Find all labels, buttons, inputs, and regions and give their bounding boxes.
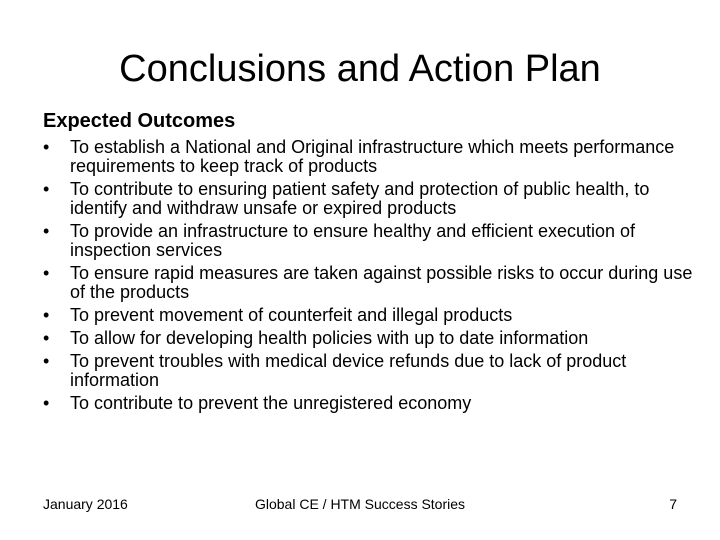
list-item-text: To contribute to prevent the unregistered economy	[70, 393, 472, 413]
list-item-text: To contribute to ensuring patient safety and protection of public health, to identify and withdraw unsafe or expired products	[70, 179, 650, 218]
list-item	[43, 394, 693, 413]
slide-title: Conclusions and Action Plan	[119, 48, 601, 90]
footer-center-text: Global CE / HTM Success Stories	[254, 496, 466, 512]
bullet-icon: •	[43, 137, 50, 157]
bullet-icon: •	[43, 328, 50, 348]
list-item-text: To allow for developing health policies with up to date information	[70, 328, 589, 348]
list-item-text: To prevent troubles with medical device refunds due to lack of product information	[70, 351, 627, 390]
footer-date: January 2016	[43, 496, 128, 512]
list-item	[43, 138, 693, 176]
list-item-text: To ensure rapid measures are taken against possible risks to occur during use of the products	[70, 263, 693, 302]
bullet-icon: •	[43, 263, 50, 283]
bullet-icon: •	[43, 221, 50, 241]
list-item	[43, 306, 693, 325]
list-item-text: To prevent movement of counterfeit and illegal products	[70, 305, 513, 325]
section-subheading: Expected Outcomes	[43, 110, 236, 132]
list-item	[43, 329, 693, 348]
bullet-icon: •	[43, 351, 50, 371]
list-item	[43, 264, 693, 302]
list-item	[43, 222, 693, 260]
bullet-icon: •	[43, 305, 50, 325]
list-item-text: To establish a National and Original infrastructure which meets performance requirements to keep track of products	[70, 137, 675, 176]
bullet-icon: •	[43, 179, 50, 199]
list-item	[43, 352, 693, 390]
list-item	[43, 180, 693, 218]
bullet-icon: •	[43, 393, 50, 413]
outcomes-list	[43, 138, 693, 417]
list-item-text: To provide an infrastructure to ensure healthy and efficient execution of inspection services	[70, 221, 636, 260]
page-number: 7	[669, 496, 677, 512]
